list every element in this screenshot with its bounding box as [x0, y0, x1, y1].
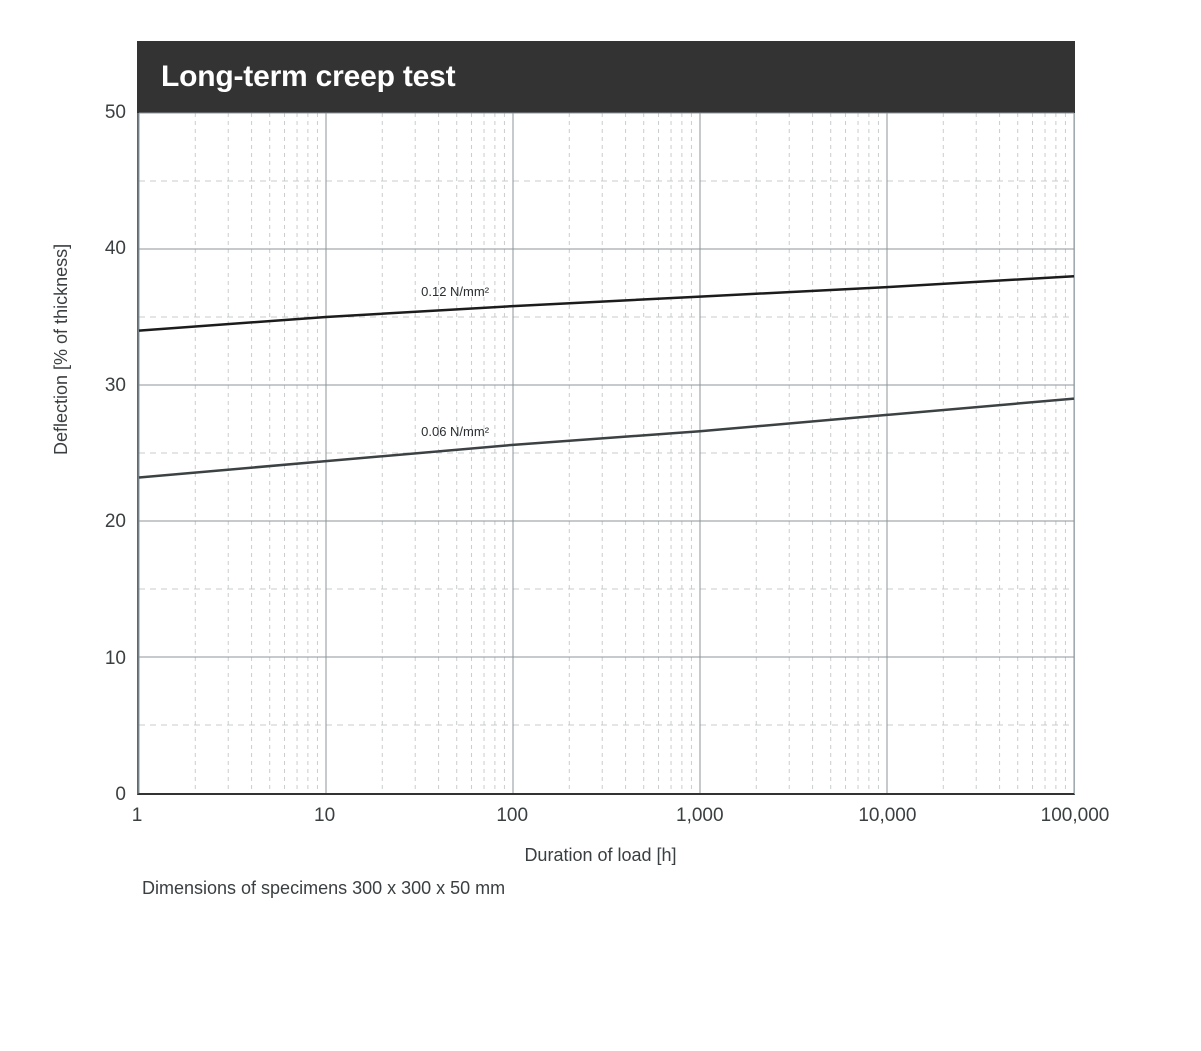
series-line — [139, 276, 1074, 330]
y-tick-label: 0 — [115, 784, 126, 805]
series-lines — [139, 276, 1074, 477]
x-tick-label: 10 — [314, 805, 336, 826]
x-tick-label: 100 — [496, 805, 529, 826]
y-tick-label: 40 — [104, 238, 126, 260]
x-tick-label: 1 — [131, 805, 143, 826]
y-tick-label: 30 — [104, 374, 126, 396]
x-tick-label: 1,000 — [676, 805, 724, 826]
minor-gridlines — [139, 113, 1074, 793]
chart-svg — [139, 113, 1074, 793]
x-tick-label: 10,000 — [858, 805, 917, 826]
plot-area — [137, 113, 1075, 795]
chart-footnote: Dimensions of specimens 300 x 300 x 50 mm — [142, 878, 506, 898]
chart-title-banner — [137, 41, 1075, 113]
chart-title: Long-term creep test — [161, 60, 456, 93]
x-axis-title: Duration of load [h] — [524, 845, 677, 865]
y-tick-label: 10 — [104, 647, 126, 669]
series-label: 0.06 N/mm² — [421, 424, 490, 440]
x-tick-label: 100,000 — [1040, 805, 1110, 826]
series-line — [139, 399, 1074, 478]
series-label: 0.12 N/mm² — [421, 284, 490, 300]
y-tick-label: 20 — [104, 511, 126, 533]
y-tick-label: 50 — [104, 102, 126, 123]
y-axis-title: Deflection [% of thickness] — [51, 243, 71, 455]
